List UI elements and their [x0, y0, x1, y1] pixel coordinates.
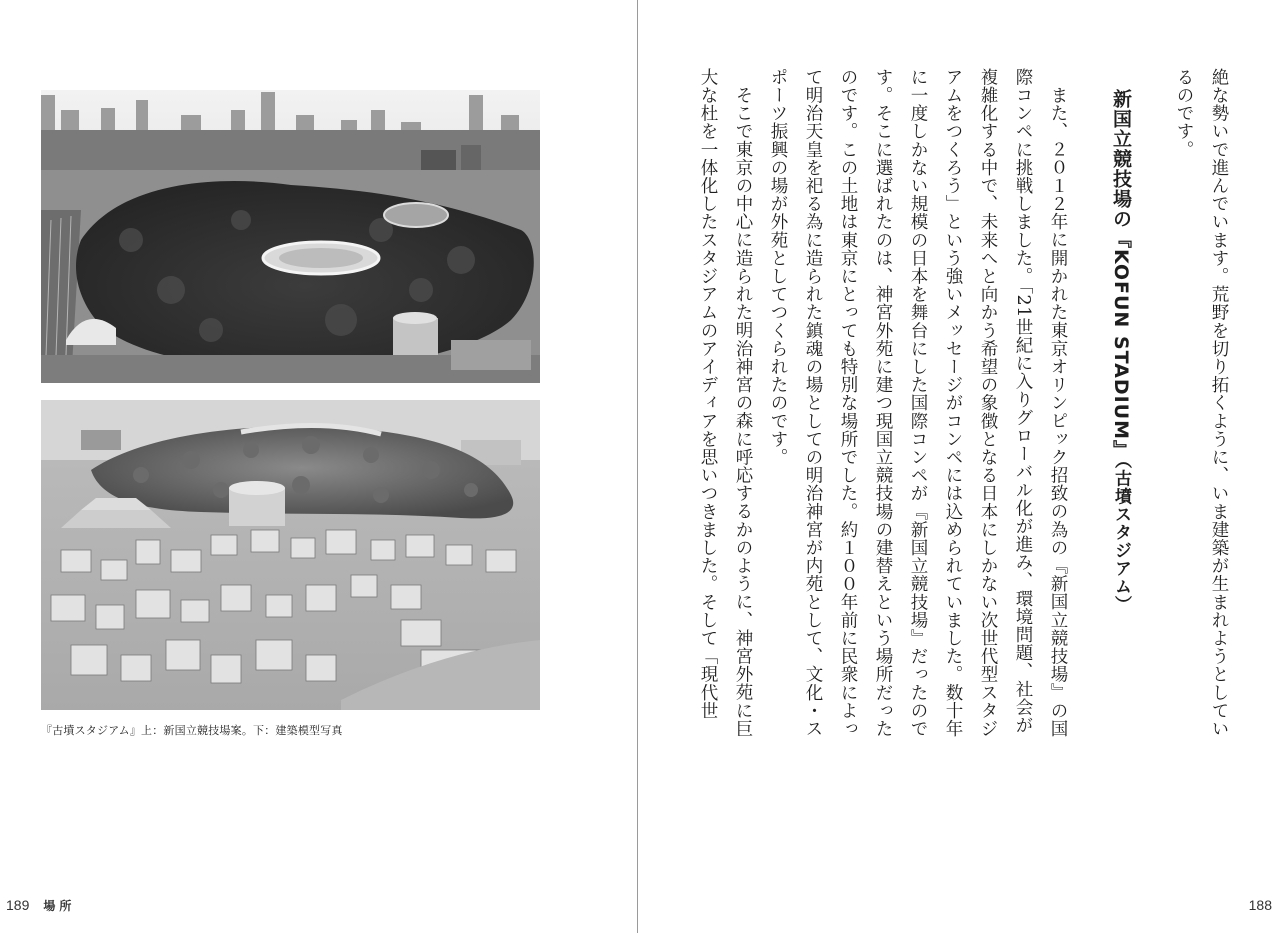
- chapter-name: 場所: [43, 899, 76, 913]
- page-number: 189: [6, 897, 30, 913]
- section-heading-subtitle: （古墳スタジアム）: [1111, 459, 1131, 614]
- vertical-body-text: [690, 68, 1236, 748]
- model-stadium-photo: [41, 400, 540, 710]
- page-gutter: [637, 0, 638, 933]
- paragraph: また、２０１２年に開かれた東京オリンピック招致の為の『新国立競技場』の国際コンペに挑戦しました。「21世紀に入りグローバル化が進み、環境問題、社会が複雑化する中で、未来へと向かう希望の象徴となる日本にしかない次世代型スタジアムをつくろう」という強いメッセージがコンペには込められていました。数十年に一度しかない規模の日本を舞台にした国際コンペが『新国立競技場』だったのです。そこに選ばれたのは、神宮外苑に建つ現国立競技場の建替えという場所だったのです。この土地は東京にとっても特別な場所でした。約１００年前に民衆によって明治天皇を祀る為に造られた鎮魂の場としての明治神宮が内苑として、文化・スポーツ振興の場が外苑としてつくられたのです。: [768, 68, 1068, 738]
- paragraph: 絶な勢いで進んでいます。荒野を切り拓くように、いま建築が生まれようとしているのです。: [1174, 68, 1229, 738]
- section-heading: [1103, 68, 1138, 748]
- left-page-folio: [6, 897, 75, 914]
- paragraph: そこで東京の中心に造られた明治神宮の森に呼応するかのように、神宮外苑に巨大な杜を一体化したスタジアムのアイディアを思いつきました。そして「現代世: [698, 68, 753, 738]
- aerial-stadium-photo: [41, 90, 540, 383]
- photo-caption: 『古墳スタジアム』上：新国立競技場案。下：建築模型写真: [41, 724, 343, 737]
- right-page-folio: 188: [1248, 897, 1272, 913]
- section-heading-title: 新国立競技場の『KOFUN STADIUM』: [1110, 88, 1132, 460]
